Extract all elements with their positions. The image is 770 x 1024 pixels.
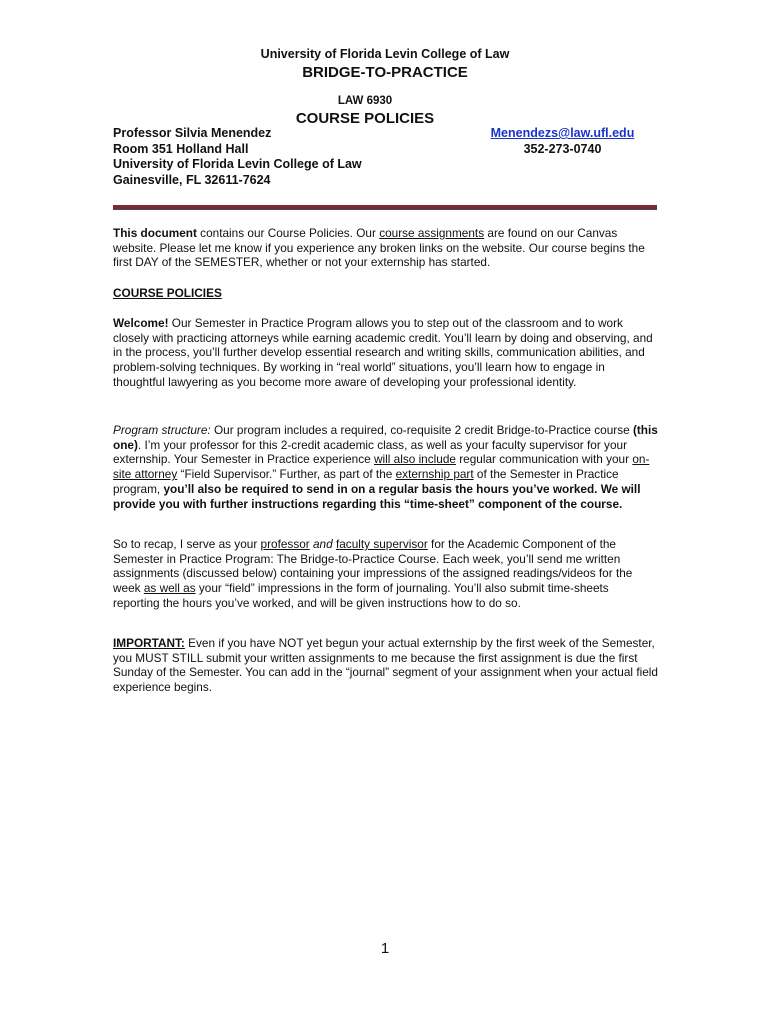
header-divider xyxy=(113,205,657,210)
important-paragraph: IMPORTANT: Even if you have NOT yet begun your actual externship by the first week of the Semester, you MUST STILL submit your written assignments to me because the first assignment is due the first Sunday of the Semester. You can add in the “journal” segment of your assignment when your actual field experience begins. xyxy=(113,636,658,695)
phone-number: 352-273-0740 xyxy=(523,141,602,156)
page-number: 1 xyxy=(380,940,390,957)
structure-lead: Program structure: xyxy=(113,423,211,437)
course-code: LAW 6930 xyxy=(337,95,393,107)
institution-title: University of Florida Levin College of Law xyxy=(260,47,510,61)
school-name: University of Florida Levin College of Law xyxy=(113,157,362,171)
welcome-paragraph: Welcome! Our Semester in Practice Program allows you to step out of the classroom and to work closely with practicing attorneys while earning academic credit. You’ll learn by doing and observing, and in the process, you’ll further develop essential research and writing skills, communication abilities, and problem-solving techniques. By working in “real world” situations, you’ll learn how to engage in thoughtful lawyering as you become more aware of developing your professional identity. xyxy=(113,316,653,389)
welcome-lead: Welcome! xyxy=(113,316,169,330)
course-assignments-link[interactable]: course assignments xyxy=(379,226,485,240)
email-link[interactable]: Menendezs@law.ufl.edu xyxy=(490,126,635,140)
professor-name: Professor Silvia Menendez xyxy=(113,126,272,140)
document-title: COURSE POLICIES xyxy=(295,110,435,127)
intro-lead: This document xyxy=(113,226,197,240)
recap-paragraph: So to recap, I serve as your professor and faculty supervisor for the Academic Component of the Semester in Practice Program: The Bridge-to-Practice Course. Each week, you’ll send me written assignments (discussed below) containing your impressions of the assigned readings/videos for the week as well as your “field” impressions in the form of journaling. You’ll also submit time-sheets reporting the hours you’ve worked, and will be given instructions how to do so. xyxy=(113,537,633,610)
office-room: Room 351 Holland Hall xyxy=(113,141,249,156)
program-structure-paragraph: Program structure: Our program includes a required, co-requisite 2 credit Bridge-to-Practice course (this one). I’m your professor for this 2-credit academic class, as well as your faculty supervisor for your externship. Your Semester in Practice experience will also include regular communication with your on-site attorney “Field Supervisor.” Further, as part of the externship part of the Semester in Practice program, you’ll also be required to send in on a regular basis the hours you’ve worked. We will provide you with further instructions regarding this “time-sheet” component of the course. xyxy=(113,423,658,511)
intro-paragraph: This document contains our Course Policies. Our course assignments are found on our Canvas website. Please let me know if you experience any broken links on the website. Our course begins the first DAY of the SEMESTER, whether or not your externship has started. xyxy=(113,226,645,270)
important-lead: IMPORTANT: xyxy=(113,636,185,650)
section-heading: COURSE POLICIES xyxy=(113,286,222,300)
professor-contact-block xyxy=(113,126,362,188)
program-title: BRIDGE-TO-PRACTICE xyxy=(302,64,468,81)
city-address: Gainesville, FL 32611-7624 xyxy=(113,172,271,187)
professor-email-phone xyxy=(460,126,665,157)
